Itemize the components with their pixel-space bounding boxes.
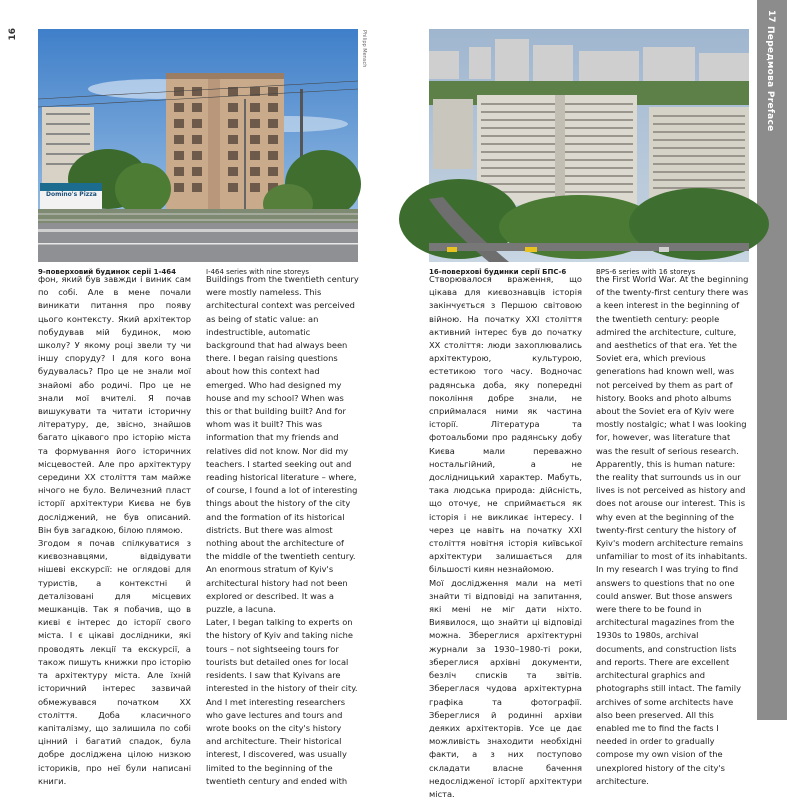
paragraph: the First World War. At the beginning of the twenty-first century there was a keen interest in the beginning of the twentieth century: people admired the architecture, culture, and aesthetics of that era. Yet the Soviet era, which previous generations had known well, was not perceived by them as part of history. Books and photo albums about the Soviet era of Kyiv were mostly nostalgic; what I was looking for, however, was literature that was the result of serious research. Apparently, this is human nature: the reality that surrounds us in our lives is not perceived as history and does not arouse our interest. This is why even at the beginning of the twenty-first century the history of Kyiv's modern architecture remains unfamiliar to most of its inhabitants.	[596, 274, 749, 562]
text-column-3-ua	[429, 273, 582, 799]
paragraph: фон, який був завжди і виник сам по собі. Але в мене почали виникати питання про появу цього контексту. Який архітектор побудував мій будинок, мою школу? У якому році звели ту чи іншу споруду? І для кого вона будувалась? Про це не знали мої знайомі або родичі. Про це не знали мої вчителі. Я почав вишукувати та читати історичну літературу, де, звісно, знайшов багато цікавого про історію міста та формування його історичних місцевостей. Але про архітектуру середини XX століття там майже нічого не було. Величезний пласт історії архітектури Києва не був досліджений, не був описаний. Він був загадкою, білою плямою.	[38, 274, 191, 535]
paragraph: Мої дослідження мали на меті знайти ті відповіді на запитання, які мені не міг дати ніхто. Виявилося, що знайти ці відповіді можна. Збереглися архітектурні журнали за 1930–1980-ті роки, збереглися архівні документи, безліч списків та звітів. Збереглася чудова архітектурна графіка та фотографії. Збереглися й родинні архіви деяких архітекторів. Усе це дає можливість знаходити необхідні факти, а з них поступово складати власне бачення недослідженої історії архітектури міста.	[429, 577, 582, 799]
caption-left-en: I-464 series with nine storeys	[206, 268, 310, 276]
page-number-left: 16	[8, 28, 18, 41]
photo-left-building	[38, 29, 358, 262]
caption-right-ua: 16-поверхові будинки серії БПС-6	[429, 268, 567, 276]
caption-right-en: BPS-6 series with 16 storeys	[596, 268, 696, 276]
page-number-right: 17	[766, 10, 776, 23]
section-tab-label: Передмова Preface	[765, 26, 775, 132]
paragraph: Later, I began talking to experts on the history of Kyiv and taking niche tours – not sightseeing tours for tourists but detailed ones for local residents. I saw that Kyivans are interested in the history of their city. And I met interesting researchers who gave lectures and tours and wrote books on the city's history and architecture. Their historical interest, I discovered, was usually limited to the beginning of the twentieth century and ended with	[206, 617, 358, 786]
caption-left-ua: 9-поверховий будинок серії 1-464	[38, 268, 176, 276]
text-column-2-en	[206, 273, 359, 786]
photo-right-image	[429, 29, 749, 262]
text-column-1-ua	[38, 273, 191, 786]
photo-left-image	[38, 29, 358, 262]
paragraph: In my research I was trying to find answers to questions that no one could answer. But those answers were there to be found in architectural magazines from the 1930s to 1980s, archival documents, and construction lists and reports. There are excellent architectural graphics and photographs still intact. The family archives of some architects have also been preserved. All this enabled me to find the facts I needed in order to gradually compose my own vision of the unexplored history of the city's architecture.	[596, 564, 741, 786]
paragraph: Створювалося враження, що цікава для києвознавців історія закінчується з Першою світовою війною. На початку XXI століття активний інтерес був до початку XX століття: люди захоплювались архітектурою, культурою, естетикою того часу. Водночас радянська доба, яку попередні покоління добре знали, не сприймалася ними як частина історії. Література та фотоальбоми про радянську добу Києва мали переважно ностальгійний, а не дослідницький характер. Мабуть, така людська природа: дійсність, що оточує, не сприймається як історія і не викликає інтересу. І через це навіть на початку XXI століття новітня історія київської архітектури залишається для більшості киян незнайомою.	[429, 274, 582, 575]
paragraph: Buildings from the twentieth century were mostly nameless. This architectural context was perceived as being of static value: an indestructible, automatic background that had always been there. I began raising questions about how this context had emerged. Who had designed my house and my school? When was this or that building built? And for whom was it built? This was information that my friends and relatives did not know. Nor did my teachers. I started seeking out and reading historical literature – where, of course, I found a lot of interesting things about the history of the city and the formation of its historical districts. But there was almost nothing about the architecture of the middle of the twentieth century. An enormous stratum of Kyiv's architectural history had not been explored or described. It was a puzzle, a lacuna.	[206, 274, 359, 615]
text-column-4-en	[596, 273, 749, 786]
section-side-tab	[757, 0, 787, 720]
paragraph: Згодом я почав спілкуватися з києвознавцями, відвідувати нішеві екскурсії: не оглядові для туристів, а контекстні й деталізовані для місцевих мешканців. Так я побачив, що в києві є інтерес до історії свого міста. І є цікаві дослідники, які проводять лекції та екскурсії, а також пишуть книжки про історію та архітектуру міста. Але їхній історичний інтерес зазвичай обмежувався початком XX століття. Доба класичного капіталізму, що залишила по собі цінний і багатий спадок, була добре досліджена цілою низкою істориків, про неї були написані книги.	[38, 538, 191, 786]
photo-credit: Philipp Mensch	[361, 30, 367, 68]
photo-right-buildings	[429, 29, 749, 262]
shop-sign-text: Domino's Pizza	[46, 191, 97, 198]
